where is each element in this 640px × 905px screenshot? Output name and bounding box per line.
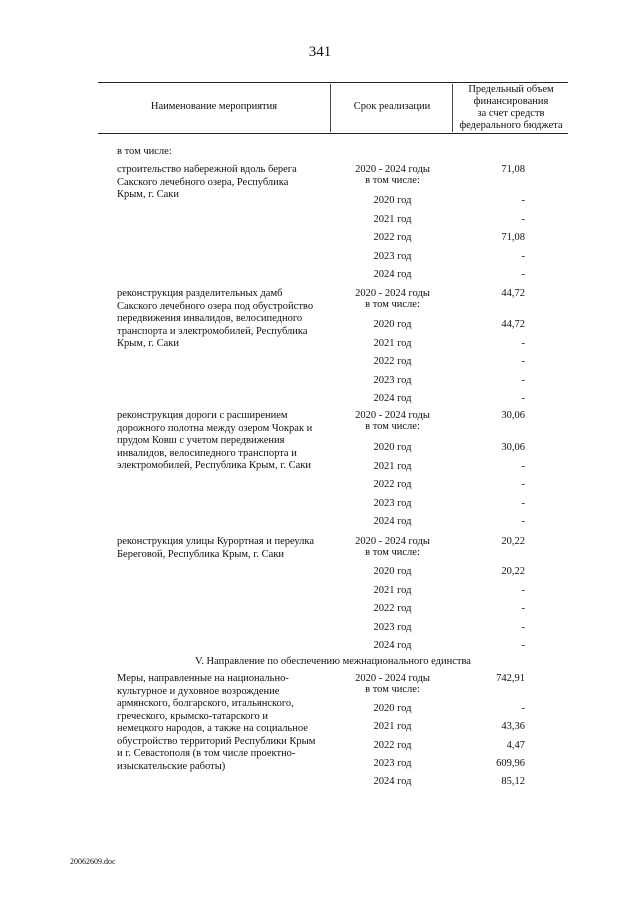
item-name-line: Сакского лечебного озера под обустройство <box>117 300 314 312</box>
item-name-line: реконструкция дороги с расширением <box>117 410 288 421</box>
year-label: 2022 год <box>373 356 412 367</box>
year-label: 2020 год <box>373 442 412 453</box>
intro-text: в том числе: <box>117 146 172 157</box>
header-name: Наименование мероприятия <box>150 101 278 112</box>
item-name-line: Крым, г. Саки <box>117 338 179 349</box>
year-label: 2022 год <box>373 479 412 490</box>
header-funding <box>454 84 568 132</box>
item-name-line: Сакского лечебного озера, Республика <box>117 176 289 188</box>
header-funding-line: Предельный объем <box>468 84 554 95</box>
page-number: 341 <box>308 44 332 60</box>
year-label: 2020 год <box>373 195 412 206</box>
year-label: 2020 год <box>373 703 412 714</box>
header-divider-1 <box>330 84 331 132</box>
period-subtitle: в том числе: <box>365 175 420 186</box>
year-value: - <box>521 374 525 386</box>
total-value: 44,72 <box>501 288 525 299</box>
year-value: - <box>521 250 525 262</box>
item-name-line: Береговой, Республика Крым, г. Саки <box>117 548 285 560</box>
year-label: 2020 год <box>373 566 412 577</box>
period-total: 2020 - 2024 годы <box>355 164 430 175</box>
year-value: 43,36 <box>501 721 525 733</box>
year-label: 2022 год <box>373 232 412 243</box>
year-label: 2023 год <box>373 621 412 633</box>
total-value: 742,91 <box>496 673 525 684</box>
year-value: - <box>521 269 525 280</box>
item-name-line: Меры, направленные на национально- <box>117 673 289 684</box>
header-period: Срок реализации <box>353 101 431 112</box>
year-value: - <box>521 479 525 490</box>
year-value: 85,12 <box>501 776 525 788</box>
item-name-line: реконструкция разделительных дамб <box>117 288 283 299</box>
year-value: - <box>521 516 525 527</box>
year-value: - <box>521 703 525 714</box>
year-value: - <box>521 460 525 472</box>
footer-filename: 20062609.doc <box>70 857 116 866</box>
year-value: - <box>521 356 525 367</box>
year-value: - <box>521 497 525 509</box>
item-name-line: греческого, крымско-татарского и <box>117 710 268 722</box>
year-label: 2021 год <box>373 213 412 225</box>
year-value: 4,47 <box>506 739 525 751</box>
total-value: 71,08 <box>501 164 525 175</box>
year-value: - <box>521 584 525 596</box>
period-subtitle: в том числе: <box>365 684 420 695</box>
year-label: 2023 год <box>373 374 412 386</box>
item-name-line: реконструкция улицы Курортная и переулка <box>117 536 315 547</box>
table-header-rule <box>98 133 568 134</box>
year-value: 44,72 <box>501 319 525 330</box>
period-subtitle: в том числе: <box>365 547 420 558</box>
year-label: 2020 год <box>373 319 412 330</box>
year-label: 2021 год <box>373 460 412 472</box>
year-value: 71,08 <box>501 232 525 243</box>
header-funding-line: за счет средств <box>477 108 545 119</box>
total-value: 30,06 <box>501 410 525 421</box>
year-value: - <box>521 213 525 225</box>
period-total: 2020 - 2024 годы <box>355 410 430 421</box>
year-label: 2024 год <box>373 776 412 788</box>
item-name-line: армянского, болгарского, итальянского, <box>117 698 294 709</box>
year-value: 20,22 <box>501 566 525 577</box>
year-label: 2023 год <box>373 757 412 769</box>
year-label: 2021 год <box>373 584 412 596</box>
year-value: - <box>521 621 525 633</box>
year-label: 2022 год <box>373 603 412 614</box>
period-subtitle: в том числе: <box>365 421 420 432</box>
item-name-line: электромобилей, Республика Крым, г. Саки <box>117 460 311 471</box>
item-name-line: немецкого народов, а также на социальное <box>117 723 308 734</box>
year-label: 2022 год <box>373 739 412 751</box>
item-name-line: передвижения инвалидов, велосипедного <box>117 313 303 324</box>
period-total: 2020 - 2024 годы <box>355 536 430 547</box>
section-title: V. Направление по обеспечению межнационального единства <box>195 656 471 667</box>
year-value: - <box>521 640 525 651</box>
header-funding-line: федерального бюджета <box>459 120 563 131</box>
year-value: - <box>521 195 525 206</box>
year-value: - <box>521 337 525 349</box>
year-value: - <box>521 393 525 404</box>
year-label: 2024 год <box>373 640 412 651</box>
item-name-line: транспорта и электромобилей, Республика <box>117 325 308 337</box>
year-label: 2024 год <box>373 516 412 527</box>
item-name-line: инвалидов, велосипедного транспорта и <box>117 447 297 459</box>
year-label: 2023 год <box>373 250 412 262</box>
year-label: 2024 год <box>373 269 412 280</box>
year-value: 30,06 <box>501 442 525 453</box>
year-value: 609,96 <box>496 757 525 769</box>
period-total: 2020 - 2024 годы <box>355 673 430 684</box>
item-name-line: изыскательские работы) <box>117 760 226 772</box>
period-total: 2020 - 2024 годы <box>355 288 430 299</box>
year-value: - <box>521 603 525 614</box>
year-label: 2021 год <box>373 337 412 349</box>
item-name-line: и г. Севастополя (в том числе проектно- <box>117 748 296 759</box>
item-name-line: культурное и духовное возрождение <box>117 685 280 697</box>
year-label: 2021 год <box>373 721 412 733</box>
period-subtitle: в том числе: <box>365 299 420 310</box>
year-label: 2023 год <box>373 497 412 509</box>
item-name-line: обустройство территорий Республики Крым <box>117 735 316 747</box>
item-name-line: дорожного полотна между озером Чокрак и <box>117 422 313 434</box>
total-value: 20,22 <box>501 536 525 547</box>
item-name-line: прудом Ковш с учетом передвижения <box>117 435 285 446</box>
year-label: 2024 год <box>373 393 412 404</box>
item-name-line: строительство набережной вдоль берега <box>117 164 297 175</box>
item-name-line: Крым, г. Саки <box>117 189 179 200</box>
header-divider-2 <box>452 84 453 132</box>
table-top-rule <box>98 82 568 83</box>
header-funding-line: финансирования <box>473 96 549 107</box>
